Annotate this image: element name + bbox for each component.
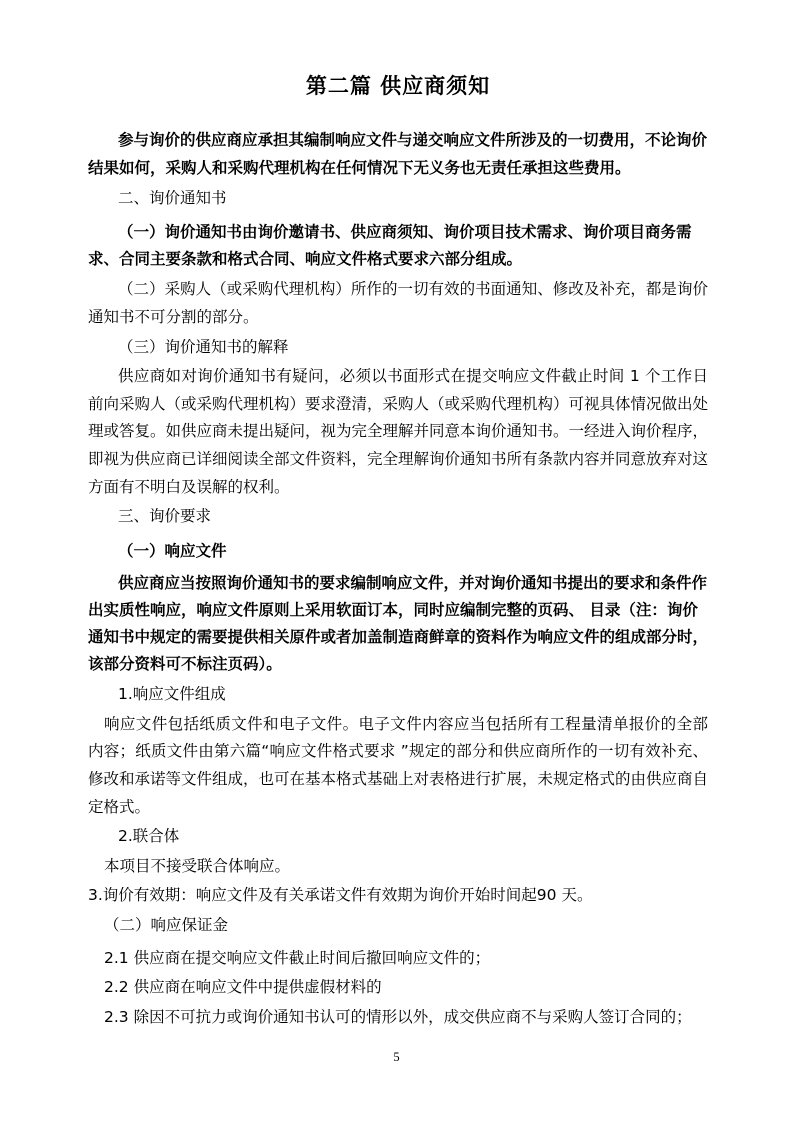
- page-title: 第二篇 供应商须知: [305, 74, 491, 98]
- section-heading-fees: 参与询价的供应商应承担其编制响应文件与递交响应文件所涉及的一切费用，不论询价结果如何，采购人和采购代理机构在任何情况下无义务也无责任承担这些费用。: [88, 131, 708, 177]
- page-number: 5: [393, 1050, 400, 1064]
- item-response-composition-title: 响应文件包括纸质文件和电子文件。电子文件内容应当包括所有工程量清单报价的全部内容；纸质文件由第六篇“响应文件格式要求 ”规定的部分和供应商所作的一切有效补充、修改和承诺等文件组成，也可在基本格式基础上对表格进行扩展，未规定格式的由供应商自定格式。: [88, 714, 709, 816]
- item-validity-period: （二）响应保证金: [104, 915, 229, 934]
- section-heading-requirements: （一）响应文件: [118, 541, 227, 560]
- item-deposit-forfeit-intro: 2.1 供应商在提交响应文件截止时间后撤回响应文件的；: [104, 948, 491, 967]
- paragraph-notice-2: （三）询价通知书的解释: [118, 337, 289, 356]
- paragraph-response-composition: 2.联合体: [118, 827, 180, 846]
- paragraph-notice-3: 供应商如对询价通知书有疑问，必须以书面形式在提交响应文件截止时间 1 个工作日前向采购人（或采购代理机构）要求澄清，采购人（或采购代理机构）可视具体情况做出处理或答复。如供应商未提出疑问，视为完全理解并同意本询价通知书。一经进入询价程序，即视为供应商已详细阅读全部文件资料，完全理解询价通知书所有条款内容并同意放弃对这方面有不明白及误解的权利。: [88, 367, 709, 496]
- page-content: [88, 72, 708, 1033]
- paragraph-consortium: 3.询价有效期：响应文件及有关承诺文件有效期为询价开始时间起90 天。: [88, 886, 593, 905]
- item-consortium-title: 本项目不接受联合体响应。: [104, 856, 291, 875]
- paragraph-fees: 二、询价通知书: [118, 188, 227, 207]
- item-deposit-forfeit-1: 2.2 供应商在响应文件中提供虚假材料的: [104, 978, 382, 997]
- paragraph-response-documents: 1.响应文件组成: [118, 685, 226, 704]
- paragraph-notice-1: （二）采购人（或采购代理机构）所作的一切有效的书面通知、修改及补充，都是询价通知书不可分割的部分。: [88, 280, 708, 327]
- subheading-response-documents: 供应商应当按照询价通知书的要求编制响应文件，并对询价通知书提出的要求和条件作出实质性响应，响应文件原则上采用软面订本，同时应编制完整的页码、 目录（注：询价通知书中规定的需要提供相关原件或者加盖制造商鲜章的资料作为响应文件的组成部分时，该部分资料可不标注页码）。: [88, 573, 709, 674]
- paragraph-notice-explanation: 三、询价要求: [118, 507, 212, 526]
- section-heading-notice: （一）询价通知书由询价邀请书、供应商须知、询价项目技术需求、询价项目商务需求、合同主要条款和格式合同、响应文件格式要求六部分组成。: [88, 223, 692, 269]
- item-deposit-forfeit-2: 2.3 除因不可抗力或询价通知书认可的情形以外，成交供应商不与采购人签订合同的；: [104, 1007, 692, 1026]
